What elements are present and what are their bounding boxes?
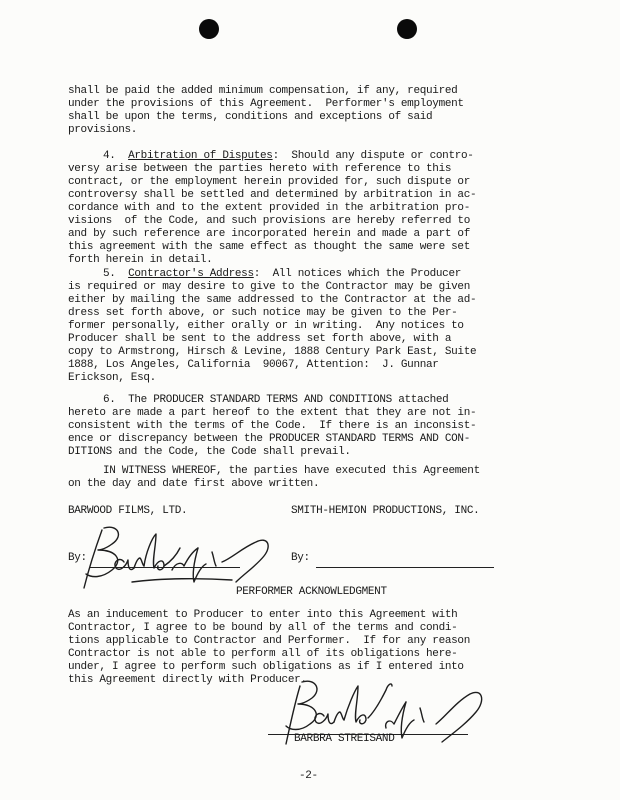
section-6-body: hereto are made a part hereof to the extent that they are not in- consistent with the terms of the Code. If there is an inconsist- ence or discrepancy between the PRODUCER STANDARD TERMS AND CON- DITIONS and the Code, the Code shall prevail. [68, 407, 477, 458]
by-left-label: By: [68, 552, 87, 564]
punch-hole [397, 19, 417, 39]
by-right-label: By: [291, 552, 310, 564]
witness-second-line: on the day and date first above written. [68, 478, 320, 490]
performer-name: BARBRA STREISAND [294, 733, 395, 745]
section-4-heading: Arbitration of Disputes [128, 150, 273, 162]
page-number: -2- [299, 770, 318, 782]
section-5-number: 5. [103, 268, 116, 280]
section-5-lead: : All notices which the Producer [253, 268, 462, 280]
signature-line-right [316, 567, 494, 568]
acknowledgment-title: PERFORMER ACKNOWLEDGMENT [236, 586, 387, 598]
punch-hole [199, 19, 219, 39]
section-6-number: 6. [103, 394, 116, 406]
section-4-body: versy arise between the parties hereto with reference to this contract, or the employment herein provided for, such dispute or controversy shall be settled and determined by arbitration in ac- cordance with and to the extent provided in the arbitration pro- visions of the Code, and such provisions are hereby referred to and by such reference are incorporated herein and made a part of this agreement with the same effect as thought the same were set forth herein in detail. [68, 163, 477, 266]
section-4-lead: : Should any dispute or contro- [272, 150, 474, 162]
section-6-first-line [103, 394, 448, 407]
acknowledgment-body: As an inducement to Producer to enter into this Agreement with Contractor, I agree to be bound by all of the terms and condi- tions applicable to Contractor and Performer. If for any reason Contractor is not able to perform all of its obligations here- under, I agree to perform such obligations as if I entered into this Agreement directly with Producer. [68, 609, 470, 686]
section-4-number: 4. [103, 150, 116, 162]
section-6-lead: The PRODUCER STANDARD TERMS AND CONDITIONS attached [128, 394, 449, 406]
section-4-first-line [103, 150, 474, 163]
carryover-paragraph: shall be paid the added minimum compensation, if any, required under the provisions of this Agreement. Performer's employment shall be upon the terms, conditions and exceptions of said provisions. [68, 85, 464, 136]
witness-first-line: IN WITNESS WHEREOF, the parties have executed this Agreement [103, 465, 480, 477]
party-right-name: SMITH-HEMION PRODUCTIONS, INC. [291, 505, 480, 517]
section-5-first-line [103, 268, 461, 281]
section-5-heading: Contractor's Address [128, 268, 254, 280]
section-5-body: is required or may desire to give to the Contractor may be given either by mailing the same addressed to the Contractor at the ad- dress set forth above, or such notice may be given to the Per- former personally, either orally or in writing. Any notices to Producer shall be sent to the address set forth above, with a copy to Armstrong, Hirsch & Levine, 1888 Century Park East, Suite 1888, Los Angeles, California 90067, Attention: J. Gunnar Erickson, Esq. [68, 281, 477, 384]
signature-barwood [72, 522, 282, 594]
party-left-name: BARWOOD FILMS, LTD. [68, 505, 188, 517]
